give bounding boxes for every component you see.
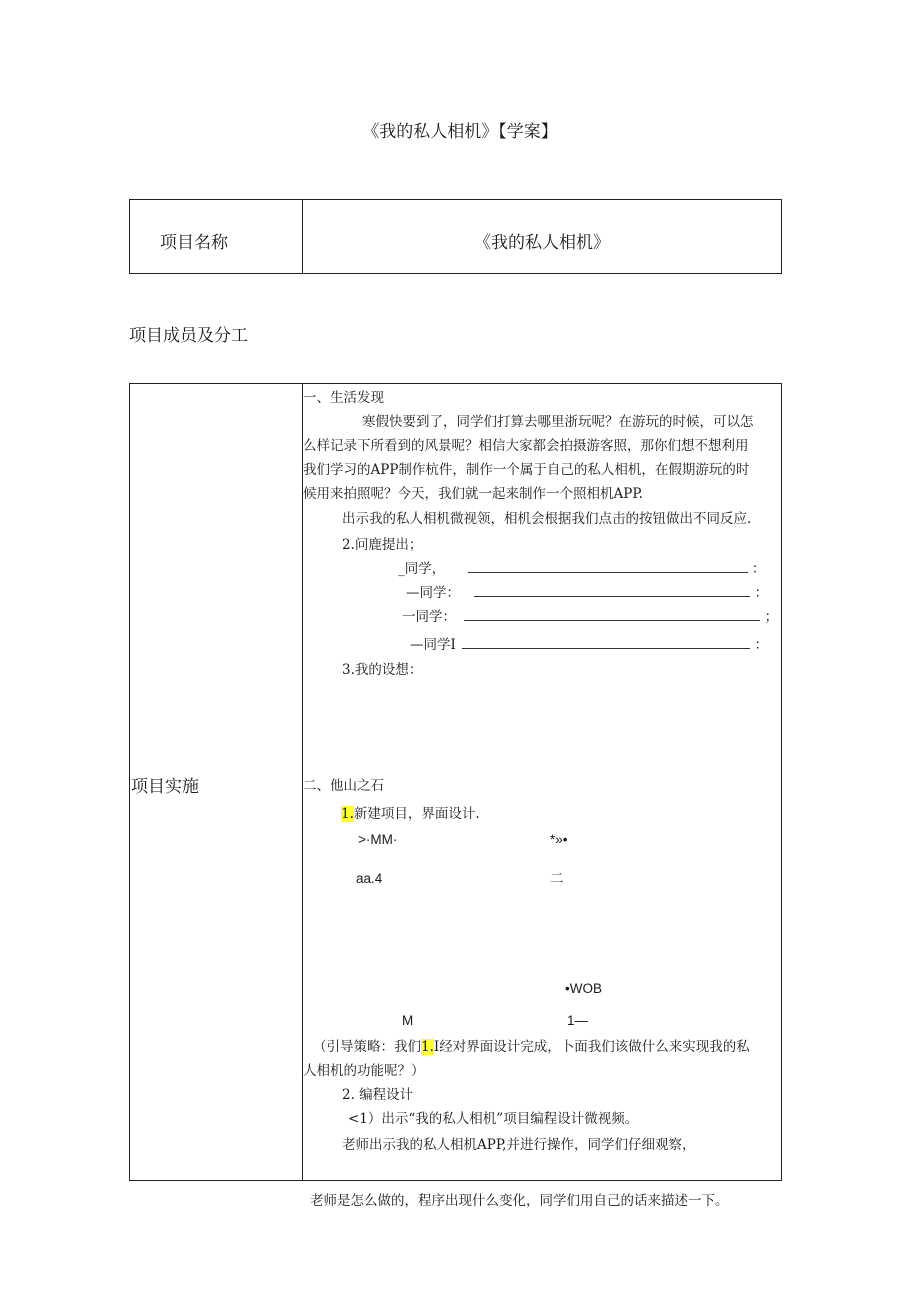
project-name-table bbox=[129, 199, 782, 274]
question-2: 2.问鹿提出； bbox=[342, 537, 423, 553]
blank-suffix: ； bbox=[764, 609, 779, 625]
part2-heading: 二、他山之石 bbox=[303, 778, 384, 794]
step-2-sub-2: 老师出示我的私人相机APP,并进行操作，同学们仔细观察， bbox=[342, 1137, 696, 1153]
blank-prefix: 一同学： bbox=[402, 609, 456, 625]
blank-prefix: —同学： bbox=[406, 585, 460, 601]
implementation-label: 项目实施 bbox=[131, 777, 199, 797]
blank-prefix: _同学， bbox=[398, 561, 446, 577]
question-3: 3.我的设想： bbox=[342, 662, 423, 678]
guide-highlight: 1. bbox=[421, 1039, 434, 1055]
video-line: 出示我的私人相机微视领，相机会根据我们点击的按钮做出不同反应. bbox=[342, 511, 752, 527]
blank-suffix: ： bbox=[754, 637, 768, 653]
blank-row-4 bbox=[410, 636, 768, 653]
step-1-number: 1. bbox=[341, 806, 354, 822]
step-1 bbox=[341, 806, 480, 822]
ocr-fragment: •WOB bbox=[565, 981, 602, 996]
para-line: 寒假快要到了，同学们打算去哪里浙玩呢？在游玩的时候，可以怎 bbox=[362, 414, 754, 430]
ocr-fragment: 1— bbox=[567, 1013, 589, 1028]
step-2-sub-1: <1）出示“我的私人相机”项目编程设计微视频。 bbox=[348, 1111, 639, 1127]
ocr-fragment: aa.4 bbox=[356, 871, 383, 886]
part1-heading: 一、生活发现 bbox=[303, 390, 384, 406]
answer-blank[interactable] bbox=[462, 636, 750, 649]
document-title: 《我的私人相机》【学案】 bbox=[362, 122, 558, 142]
answer-blank[interactable] bbox=[464, 608, 760, 621]
ocr-fragment: 二 bbox=[550, 871, 564, 887]
blank-row-3 bbox=[402, 608, 778, 625]
implementation-table bbox=[129, 383, 782, 1181]
blank-row-2 bbox=[406, 584, 768, 601]
blank-prefix: —同学I bbox=[410, 637, 456, 653]
members-heading: 项目成员及分工 bbox=[129, 326, 248, 346]
project-name-value: 《我的私人相机》 bbox=[474, 233, 610, 253]
para-line: 候用来拍照呢？今天，我们就一起来制作一个照相机APP. bbox=[303, 486, 643, 502]
guide-rest: I经对界面设计完成，卜面我们该做什么来实现我的私 bbox=[433, 1039, 750, 1055]
blank-suffix: ： bbox=[754, 585, 769, 601]
ocr-fragment: M bbox=[402, 1013, 414, 1028]
step-2: 2. 编程设计 bbox=[342, 1087, 414, 1103]
answer-blank[interactable] bbox=[468, 560, 748, 573]
blank-suffix: ： bbox=[751, 561, 766, 577]
ocr-fragment: >·MM· bbox=[358, 832, 398, 847]
para-line: 我们学习的APP制作杭件，制作一个属于自己的私人相机，在假期游玩的时 bbox=[303, 462, 750, 478]
guide-line bbox=[313, 1039, 750, 1055]
blank-row-1 bbox=[398, 560, 765, 577]
ocr-fragment: *»• bbox=[550, 832, 568, 847]
guide-line-2: 人相机的功能呢？） bbox=[303, 1063, 425, 1079]
project-name-label: 项目名称 bbox=[160, 233, 228, 253]
guide-prefix: （引导策略：我们 bbox=[313, 1039, 421, 1055]
after-table-text: 老师是怎么做的，程序出现什么变化，同学们用自己的话来描述一下。 bbox=[310, 1193, 729, 1209]
step-1-text: 新建项目，界面设计. bbox=[353, 806, 480, 822]
answer-blank[interactable] bbox=[474, 584, 750, 597]
para-line: 么样记录下所看到的风景呢？相信大家都会拍摄游客照，那你们想不想利用 bbox=[303, 438, 749, 454]
